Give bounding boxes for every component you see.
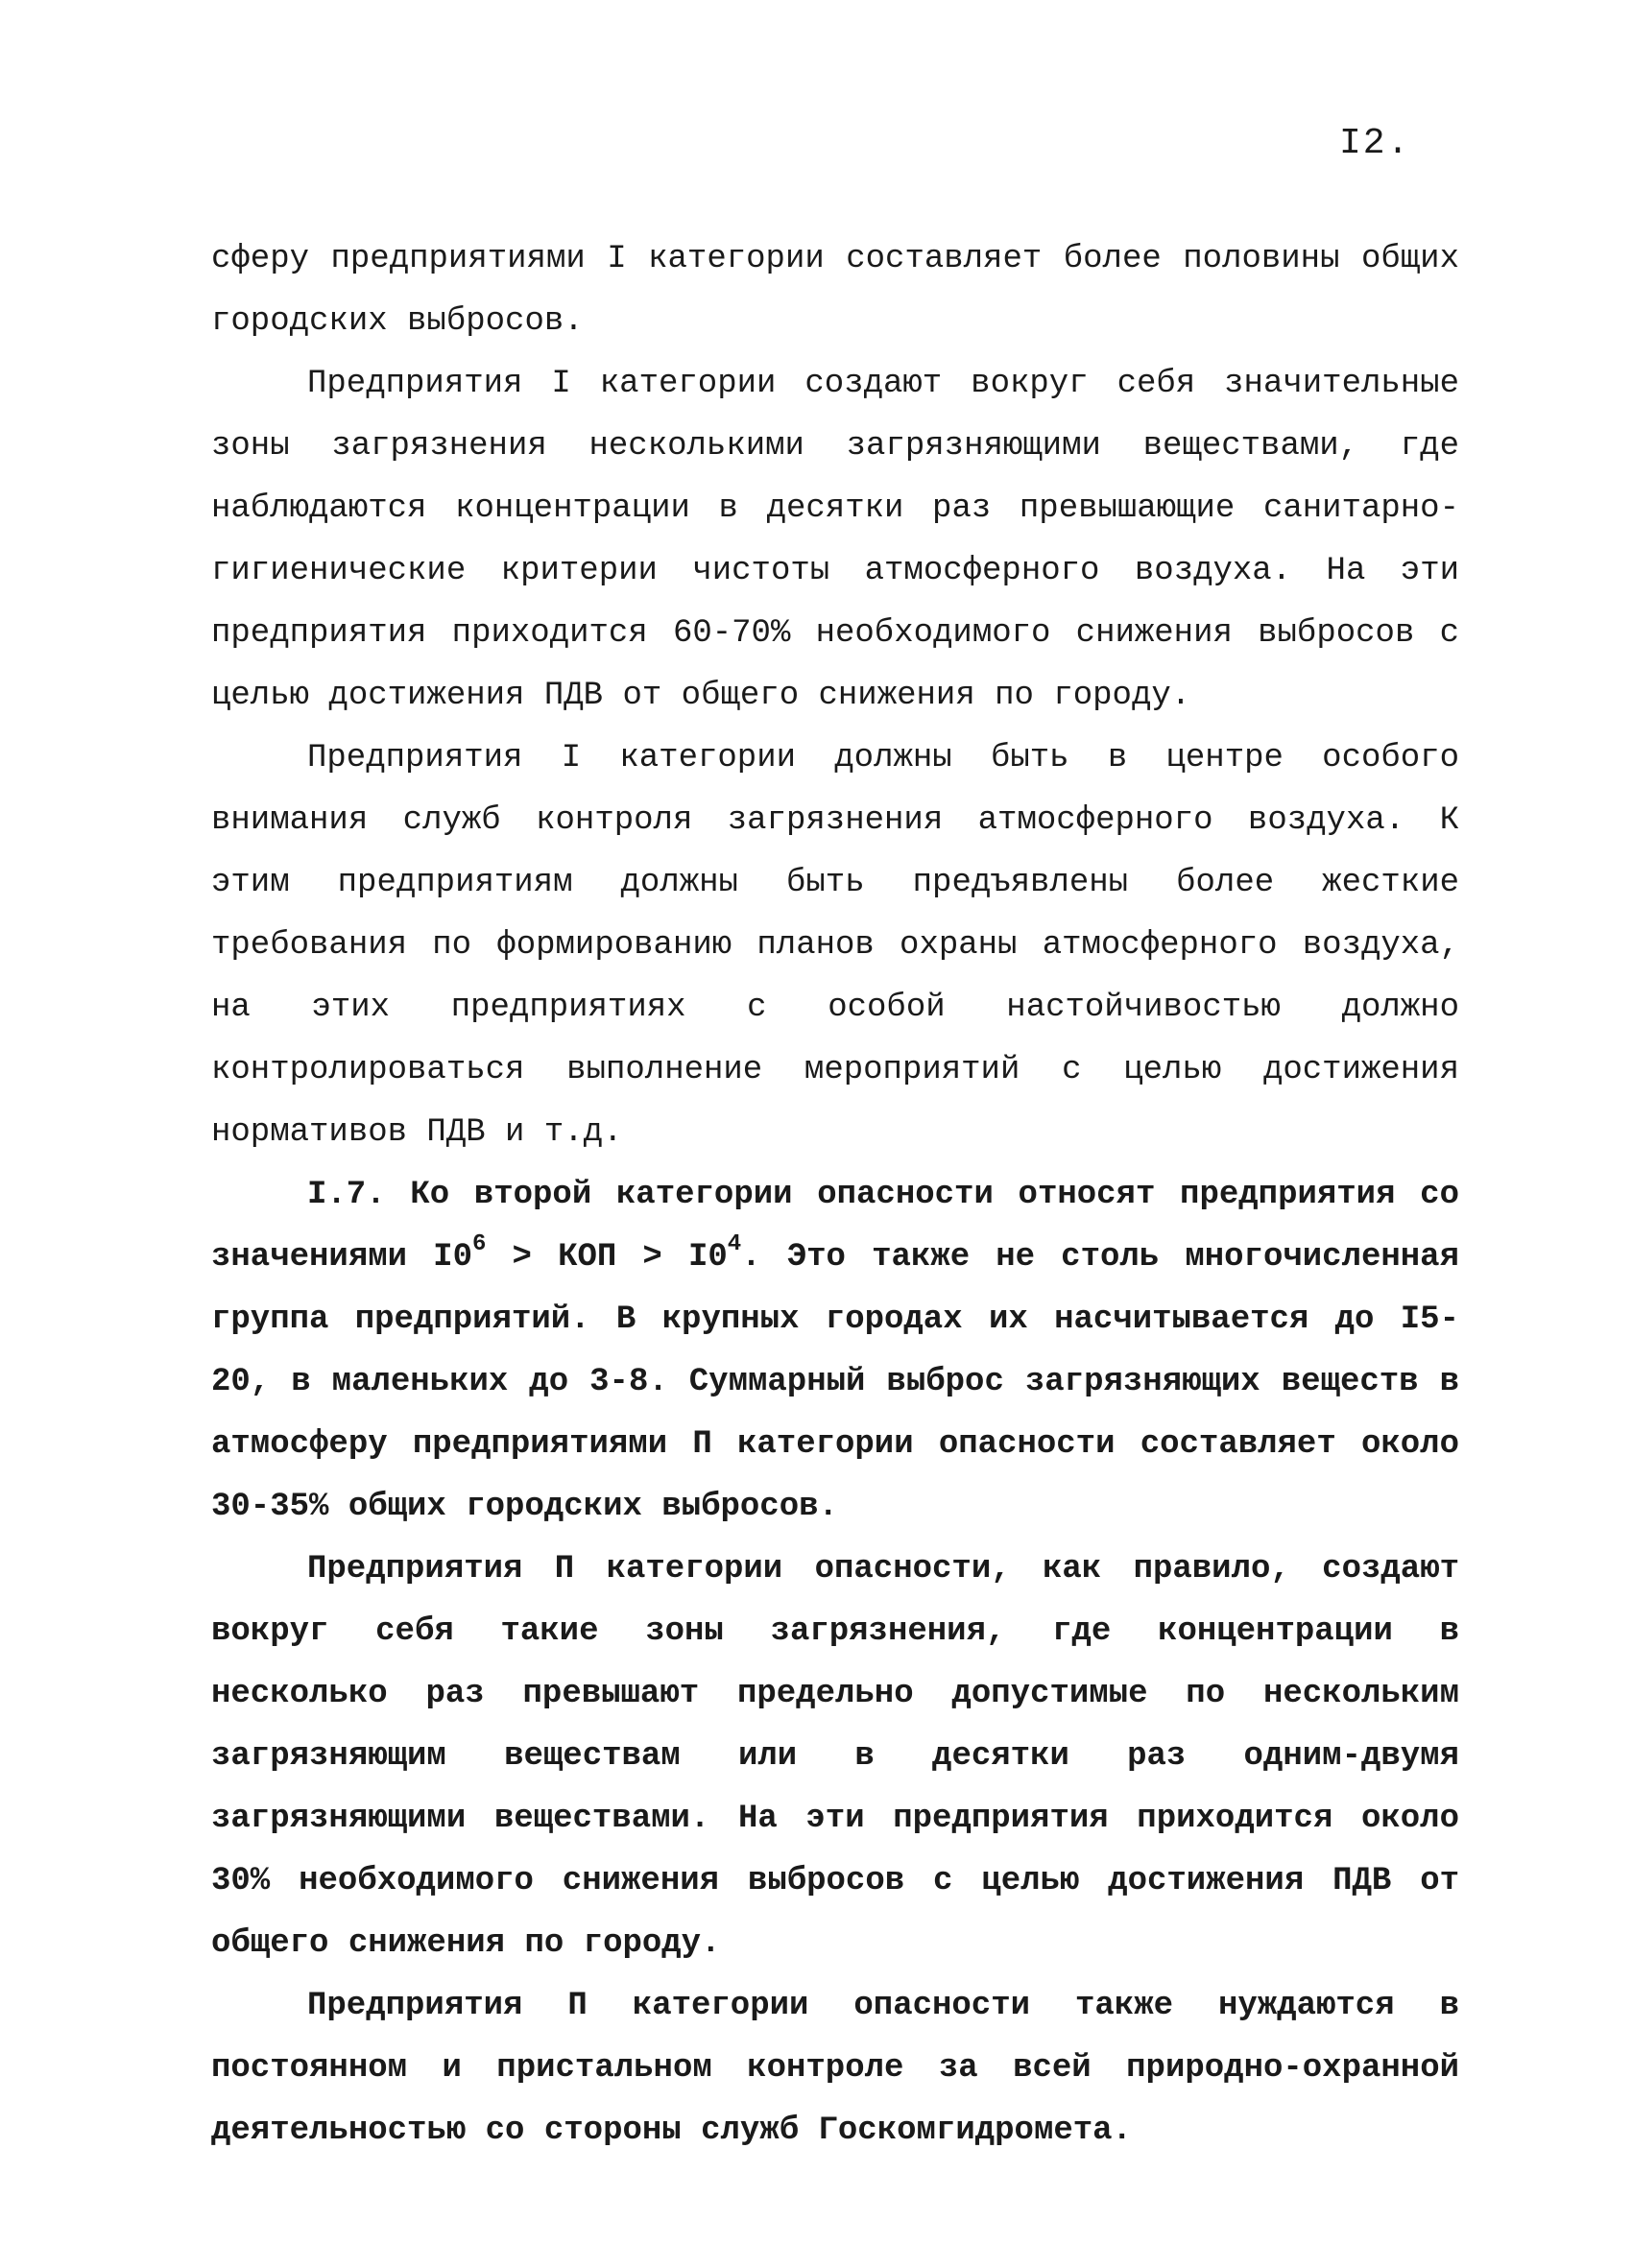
section-1-7-text-before: I.7. Ко второй категории опасности относят предприятия со значениями I0: [211, 1177, 1459, 1276]
exponent-4: 4: [727, 1230, 742, 1257]
paragraph-category-2-control: Предприятия П категории опасности также нуждаются в постоянном и пристальном контроле за всей природно-охранной деятельностью со стороны служб Госкомгидромета.: [211, 1988, 1459, 2149]
paragraph-continuation: сферу предприятиями I категории составляет более половины общих городских выбросов.: [211, 241, 1459, 340]
section-1-7-text-after: . Это также не столь многочисленная группа предприятий. В крупных городах их насчитывается до I5-20, в маленьких до 3-8. Суммарный выброс загрязняющих веществ в атмосферу предприятиями П категории опасности составляет около 30-35% общих городских выбросов.: [211, 1239, 1459, 1525]
paragraph-section-1-7: [211, 1164, 1459, 1539]
paragraph-category-1-zones: Предприятия I категории создают вокруг себя значительные зоны загрязнения несколькими загрязняющими веществами, где наблюдаются концентрации в десятки раз превышающие санитарно-гигиенические критерии чистоты атмосферного воздуха. На эти предприятия приходится 60-70% необходимого снижения выбросов с целью достижения ПДВ от общего снижения по городу.: [211, 366, 1459, 714]
exponent-6: 6: [471, 1230, 487, 1257]
body-text: [211, 228, 1459, 2162]
page-number: I2.: [1339, 123, 1411, 164]
paragraph-category-1-control: Предприятия I категории должны быть в центре особого внимания служб контроля загрязнения атмосферного воздуха. К этим предприятиям должны быть предъявлены более жесткие требования по формированию планов охраны атмосферного воздуха, на этих предприятиях с особой настойчивостью должно контролироваться выполнение мероприятий с целью достижения нормативов ПДВ и т.д.: [211, 740, 1459, 1151]
section-1-7-text-mid: > КОП > I0: [486, 1239, 728, 1276]
paragraph-category-2-zones: Предприятия П категории опасности, как правило, создают вокруг себя такие зоны загрязнения, где концентрации в несколько раз превышают предельно допустимые по нескольким загрязняющим веществам или в десятки раз одним-двумя загрязняющими веществами. На эти предприятия приходится около 30% необходимого снижения выбросов с целью достижения ПДВ от общего снижения по городу.: [211, 1551, 1459, 1962]
